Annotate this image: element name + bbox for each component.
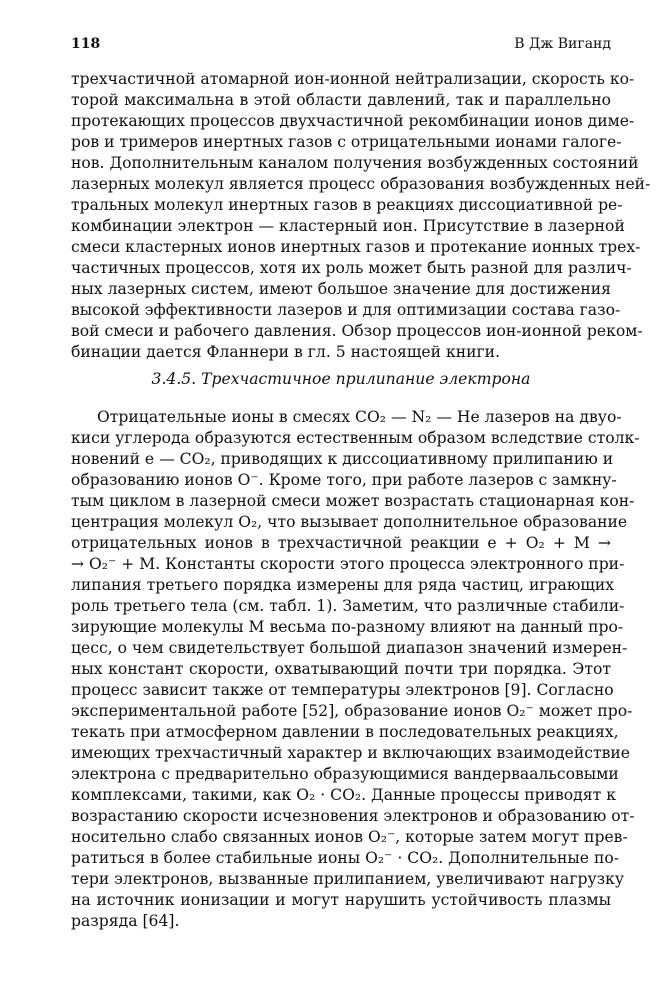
text-line: имеющих трехчастичный характер и включающих взаимодействие xyxy=(71,744,630,762)
text-line: роль третьего тела (см. табл. 1). Заметим, что различные стабили- xyxy=(71,597,625,615)
text-line: смеси кластерных ионов инертных газов и протекание ионных трех- xyxy=(71,238,641,256)
text-line: комплексами, такими, как O₂ · CO₂. Данные процессы приводят к xyxy=(71,786,616,804)
text-line: электрона с предварительно образующимися вандерваальсовыми xyxy=(71,765,619,783)
text-line: частичных процессов, хотя их роль может быть разной для различ- xyxy=(71,259,632,277)
text-line: возрастанию скорости исчезновения электронов и образованию от- xyxy=(71,807,635,825)
text-line: разряда [64]. xyxy=(71,912,180,930)
text-line: тым циклом в лазерной смеси может возрастать стационарная кон- xyxy=(71,492,635,510)
text-line: ров и тримеров инертных газов с отрицательными ионами галоге- xyxy=(71,133,622,151)
text-line: Отрицательные ионы в смесях CO₂ — N₂ — He лазеров на двуо- xyxy=(97,408,622,426)
text-line: протекающих процессов двухчастичной рекомбинации ионов диме- xyxy=(71,112,635,130)
text-line: вой смеси и рабочего давления. Обзор процессов ион-ионной реком- xyxy=(71,322,643,340)
text-line: высокой эффективности лазеров и для оптимизации состава газо- xyxy=(71,301,621,319)
text-line: экспериментальной работе [52], образование ионов O₂⁻ может про- xyxy=(71,702,633,720)
text-line: торой максимальна в этой области давлений, так и параллельно xyxy=(71,91,611,109)
text-line: зирующие молекулы M весьма по-разному влияют на данный про- xyxy=(71,618,624,636)
text-line: ных констант скорости, охватывающий почти три порядка. Этот xyxy=(71,660,611,678)
text-line: киси углерода образуются естественным образом вследствие столк- xyxy=(71,429,640,447)
text-line: бинации дается Фланнери в гл. 5 настоящей книги. xyxy=(71,343,501,361)
page-header xyxy=(71,36,611,56)
section-heading: 3.4.5. Трехчастичное прилипание электрона xyxy=(151,370,531,388)
text-line: лазерных молекул является процесс образования возбужденных ней- xyxy=(71,175,651,193)
text-line: на источник ионизации и могут нарушить устойчивость плазмы xyxy=(71,891,611,909)
text-line: → O₂⁻ + M. Константы скорости этого процесса электронного при- xyxy=(71,555,625,573)
text-line: центрация молекул O₂, что вызывает дополнительное образование xyxy=(71,513,628,531)
text-line: липания третьего порядка измерены для ряда частиц, играющих xyxy=(71,576,615,594)
text-line: новений e — CO₂, приводящих к диссоциативному прилипанию и xyxy=(71,450,614,468)
text-line: ных лазерных систем, имеют большое значение для достижения xyxy=(71,280,611,298)
text-line: ратиться в более стабильные ионы O₂⁻ · CO₂. Дополнительные по- xyxy=(71,849,619,867)
text-line: тери электронов, вызванные прилипанием, увеличивают нагрузку xyxy=(71,870,625,888)
page-number: 118 xyxy=(71,36,101,52)
running-title: В Дж Виганд xyxy=(514,36,611,52)
text-line: носительно слабо связанных ионов O₂⁻, которые затем могут прев- xyxy=(71,828,628,846)
text-line: комбинации электрон — кластерный ион. Присутствие в лазерной xyxy=(71,217,625,235)
text-line: отрицательных ионов в трехчастичной реакции e + O₂ + M → xyxy=(71,534,611,552)
text-line: процесс зависит также от температуры электронов [9]. Согласно xyxy=(71,681,614,699)
text-line: трехчастичной атомарной ион-ионной нейтрализации, скорость ко- xyxy=(71,70,635,88)
text-line: текать при атмосферном давлении в последовательных реакциях, xyxy=(71,723,619,741)
text-line: образованию ионов O⁻. Кроме того, при работе лазеров с замкну- xyxy=(71,471,617,489)
text-line: цесс, о чем свидетельствует большой диапазон значений измерен- xyxy=(71,639,628,657)
text-line: тральных молекул инертных газов в реакциях диссоциативной ре- xyxy=(71,196,623,214)
text-line: нов. Дополнительным каналом получения возбужденных состояний xyxy=(71,154,639,172)
